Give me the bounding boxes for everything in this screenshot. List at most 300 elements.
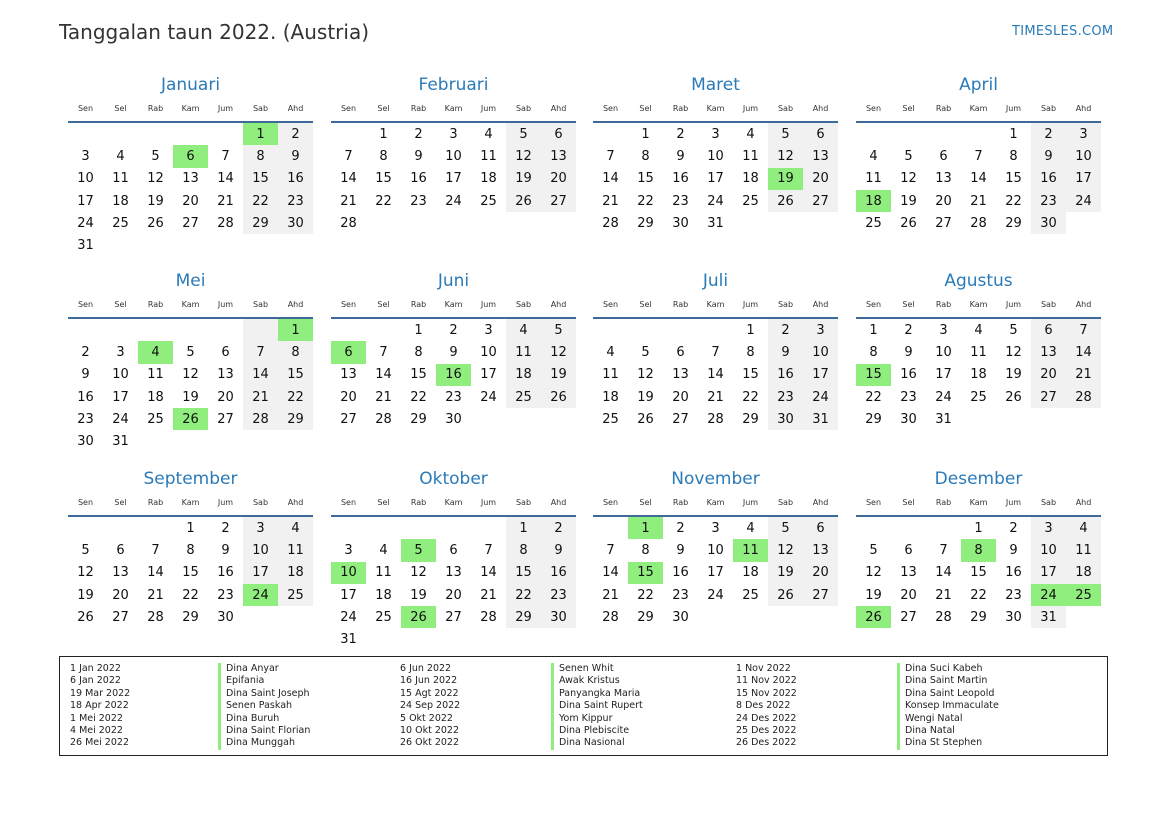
day-cell-holiday: 11 [733,539,768,561]
day-cell: 5 [151,148,160,164]
day-cell: 29 [970,609,987,625]
day-cell: 27 [803,584,838,606]
day-cell: 16 [768,364,803,386]
day-cell: 6 [221,344,230,360]
holiday-date: 24 Sep 2022 [400,700,461,712]
day-cell: 6 [939,148,948,164]
weekday-label: Ahd [287,103,304,113]
day-cell: 19 [77,587,94,603]
day-cell: 11 [970,344,987,360]
day-cell: 31 [803,408,838,430]
day-cell: 6 [449,542,458,558]
day-cell: 9 [1009,542,1018,558]
day-cell: 19 [637,389,654,405]
day-grid [856,517,1101,628]
day-cell: 1 [869,322,878,338]
day-cell: 4 [379,542,388,558]
day-cell: 15 [243,168,278,190]
day-cell: 19 [900,193,917,209]
day-cell: 23 [672,193,689,209]
day-grid [593,517,838,628]
weekday-label: Ahd [812,299,829,309]
day-cell: 2 [414,126,423,142]
day-blank [366,319,401,341]
month-name: Februari [418,75,489,95]
day-cell: 3 [711,126,720,142]
day-cell: 5 [186,344,195,360]
weekday-label: Jum [217,299,234,309]
month-8 [68,466,313,628]
day-cell: 1 [379,126,388,142]
weekday-label: Sel [639,299,652,309]
day-cell: 27 [112,609,129,625]
day-cell: 25 [375,609,392,625]
weekday-label: Sen [340,497,357,507]
day-cell: 15 [278,364,313,386]
day-cell: 10 [1066,145,1101,167]
day-cell: 26 [900,215,917,231]
day-cell: 12 [410,565,427,581]
day-blank [891,123,926,145]
month-3 [856,72,1101,234]
day-cell: 23 [1005,587,1022,603]
weekday-label: Sen [77,497,94,507]
weekday-label: Sen [340,103,357,113]
day-cell: 9 [541,539,576,561]
weekday-label: Sab [252,103,269,113]
holiday-date: 5 Okt 2022 [400,712,453,724]
day-cell-holiday: 24 [243,584,278,606]
holiday-date: 15 Agt 2022 [400,687,459,699]
site-link[interactable]: TIMESLES.COM [1012,24,1114,39]
weekday-label: Sel [639,497,652,507]
day-cell: 17 [243,562,278,584]
day-cell: 17 [707,565,724,581]
weekday-label: Jum [742,299,759,309]
weekday-label: Jum [742,497,759,507]
day-cell: 11 [742,148,759,164]
day-cell: 28 [1066,386,1101,408]
month-name: November [671,469,760,489]
day-cell: 17 [935,367,952,383]
day-cell: 27 [900,609,917,625]
weekday-label: Sel [377,103,390,113]
weekday-label: Jum [480,497,497,507]
day-cell: 11 [278,539,313,561]
holiday-date: 1 Mei 2022 [70,712,123,724]
weekday-label: Sen [865,497,882,507]
day-cell: 7 [606,542,615,558]
day-cell: 8 [278,341,313,363]
day-cell: 7 [344,148,353,164]
day-cell-holiday: 16 [436,364,471,386]
holiday-name: Konsep Immaculate [905,700,999,712]
weekday-label: Rab [147,103,164,113]
day-cell: 13 [672,367,689,383]
day-cell: 22 [637,193,654,209]
day-cell: 18 [1066,562,1101,584]
day-cell: 22 [506,584,541,606]
day-cell: 21 [707,389,724,405]
day-cell: 20 [803,562,838,584]
weekday-label: Sab [515,299,532,309]
weekday-header [331,294,576,314]
day-cell: 12 [768,539,803,561]
day-blank [961,123,996,145]
day-cell: 17 [340,587,357,603]
day-cell: 21 [935,587,952,603]
day-cell: 22 [278,386,313,408]
day-cell: 31 [707,215,724,231]
day-blank [173,123,208,145]
day-cell: 4 [746,126,755,142]
day-cell: 16 [410,171,427,187]
weekday-label: Rab [410,497,427,507]
day-cell: 13 [803,539,838,561]
weekday-label: Ahd [550,497,567,507]
day-cell: 21 [340,193,357,209]
day-cell: 6 [1031,319,1066,341]
day-cell: 31 [1031,606,1066,628]
day-cell: 2 [904,322,913,338]
weekday-label: Rab [935,497,952,507]
day-cell: 12 [637,367,654,383]
day-cell: 21 [970,193,987,209]
weekday-label: Ahd [550,299,567,309]
day-cell: 26 [77,609,94,625]
weekday-header [331,98,576,118]
day-cell: 28 [602,215,619,231]
day-cell: 8 [186,542,195,558]
day-cell: 16 [1031,168,1066,190]
day-cell-holiday: 15 [628,562,663,584]
weekday-label: Kam [706,497,725,507]
day-cell: 26 [506,190,541,212]
day-cell-holiday: 5 [401,539,436,561]
day-cell: 4 [116,148,125,164]
day-cell: 1 [641,126,650,142]
day-cell: 5 [506,123,541,145]
month-7 [856,268,1101,430]
weekday-label: Rab [672,299,689,309]
day-cell: 5 [768,517,803,539]
day-cell: 19 [506,168,541,190]
day-cell: 15 [1005,171,1022,187]
day-cell: 28 [970,215,987,231]
weekday-label: Kam [181,299,200,309]
holiday-name: Dina Munggah [226,737,295,749]
day-cell: 31 [77,238,94,254]
day-cell: 23 [278,190,313,212]
day-cell: 13 [217,367,234,383]
day-cell: 2 [676,126,685,142]
day-cell: 8 [1009,148,1018,164]
day-cell: 13 [541,145,576,167]
day-cell: 24 [480,389,497,405]
day-cell: 29 [637,215,654,231]
day-cell: 13 [182,171,199,187]
day-cell: 23 [1031,190,1066,212]
day-blank [103,123,138,145]
day-cell: 27 [340,411,357,427]
day-cell: 6 [803,123,838,145]
day-cell: 4 [278,517,313,539]
day-cell: 10 [445,148,462,164]
weekday-label: Rab [935,103,952,113]
day-cell: 18 [278,562,313,584]
day-blank [926,517,961,539]
day-cell: 5 [1009,322,1018,338]
month-name: April [959,75,998,95]
day-cell: 13 [1031,341,1066,363]
holiday-dates-col3 [736,663,797,750]
day-cell: 23 [217,587,234,603]
day-cell: 2 [1009,520,1018,536]
day-cell: 10 [1031,539,1066,561]
holiday-date: 26 Mei 2022 [70,737,129,749]
day-cell: 12 [865,565,882,581]
month-name: September [143,469,238,489]
day-cell: 14 [243,364,278,386]
day-cell-holiday: 1 [278,319,313,341]
holiday-name: Dina Nasional [559,737,625,749]
day-grid [331,123,576,234]
day-cell: 12 [541,341,576,363]
weekday-label: Sel [639,103,652,113]
day-cell: 25 [742,587,759,603]
day-cell: 8 [506,539,541,561]
day-cell: 7 [711,344,720,360]
day-cell: 2 [221,520,230,536]
weekday-label: Sen [77,103,94,113]
day-cell: 29 [410,411,427,427]
day-cell: 11 [865,171,882,187]
weekday-label: Jum [480,103,497,113]
weekday-label: Sen [865,299,882,309]
day-cell: 16 [672,171,689,187]
holiday-date: 15 Nov 2022 [736,687,797,699]
day-cell: 13 [445,565,462,581]
weekday-label: Ahd [812,103,829,113]
day-cell: 18 [742,565,759,581]
day-cell: 3 [1066,123,1101,145]
day-cell: 13 [900,565,917,581]
day-cell: 9 [768,341,803,363]
day-cell: 2 [81,344,90,360]
day-cell: 11 [375,565,392,581]
day-grid [68,517,313,628]
day-cell: 7 [484,542,493,558]
day-cell: 21 [243,386,278,408]
day-cell: 25 [112,215,129,231]
day-cell: 8 [243,145,278,167]
day-cell-holiday: 8 [961,539,996,561]
weekday-label: Kam [969,299,988,309]
day-blank [698,319,733,341]
weekday-label: Ahd [287,497,304,507]
day-cell: 12 [1005,344,1022,360]
day-cell: 25 [865,215,882,231]
month-name: Mei [175,271,206,291]
weekday-label: Kam [181,103,200,113]
page-title: Tanggalan taun 2022. (Austria) [59,20,370,44]
weekday-label: Sen [602,299,619,309]
day-cell: 18 [506,364,541,386]
day-cell: 10 [707,148,724,164]
day-cell-holiday: 26 [856,606,891,628]
day-cell: 7 [606,148,615,164]
day-cell: 18 [602,389,619,405]
day-cell: 28 [340,215,357,231]
day-cell: 20 [900,587,917,603]
day-cell: 27 [1031,386,1066,408]
holiday-name: Dina Natal [905,724,955,736]
day-cell: 4 [506,319,541,341]
day-blank [593,319,628,341]
day-cell: 23 [768,386,803,408]
holiday-names-col3 [897,663,999,750]
day-cell: 19 [410,587,427,603]
day-cell: 15 [410,367,427,383]
weekday-label: Kam [706,103,725,113]
day-cell: 25 [970,389,987,405]
day-cell: 7 [1066,319,1101,341]
day-cell: 3 [243,517,278,539]
day-cell: 29 [506,606,541,628]
day-cell: 9 [81,367,90,383]
day-cell: 23 [410,193,427,209]
day-cell: 20 [541,168,576,190]
day-cell: 14 [602,565,619,581]
weekday-label: Sab [252,299,269,309]
day-cell: 7 [151,542,160,558]
day-cell: 5 [768,123,803,145]
holiday-name: Awak Kristus [559,675,620,687]
day-cell: 17 [1031,562,1066,584]
month-name: Oktober [419,469,488,489]
day-cell: 6 [803,517,838,539]
holiday-date: 4 Mei 2022 [70,724,123,736]
day-cell: 23 [900,389,917,405]
day-cell: 28 [480,609,497,625]
day-blank [68,123,103,145]
weekday-header [856,98,1101,118]
weekday-label: Rab [935,299,952,309]
day-blank [331,517,366,539]
day-blank [436,517,471,539]
day-cell: 6 [904,542,913,558]
day-cell: 3 [803,319,838,341]
day-cell: 26 [541,386,576,408]
weekday-label: Sab [515,103,532,113]
day-cell: 27 [541,190,576,212]
day-cell: 18 [112,193,129,209]
day-cell: 4 [1066,517,1101,539]
day-blank [208,123,243,145]
month-4 [68,268,313,453]
day-grid [68,123,313,257]
day-cell: 26 [768,584,803,606]
day-cell: 18 [375,587,392,603]
day-cell: 9 [414,148,423,164]
day-cell: 28 [217,215,234,231]
day-cell: 3 [484,322,493,338]
holiday-name: Senen Whit [559,663,614,674]
day-cell: 9 [904,344,913,360]
day-cell: 30 [672,215,689,231]
day-grid [593,319,838,430]
weekday-label: Jum [217,497,234,507]
holiday-name: Dina Saint Leopold [905,687,995,699]
month-0 [68,72,313,257]
holiday-date: 11 Nov 2022 [736,675,797,687]
day-cell: 13 [803,145,838,167]
weekday-label: Ahd [812,497,829,507]
day-cell: 24 [707,587,724,603]
day-cell: 25 [742,193,759,209]
day-cell: 10 [935,344,952,360]
day-cell: 16 [541,562,576,584]
holiday-date: 16 Jun 2022 [400,675,458,687]
day-cell-holiday: 1 [628,517,663,539]
day-cell: 14 [340,171,357,187]
day-cell: 20 [803,168,838,190]
day-cell: 18 [970,367,987,383]
day-cell: 1 [414,322,423,338]
day-blank [138,517,173,539]
day-cell: 10 [243,539,278,561]
weekday-header [68,98,313,118]
weekday-header [331,492,576,512]
day-cell: 15 [742,367,759,383]
day-cell: 30 [217,609,234,625]
day-cell: 25 [602,411,619,427]
weekday-label: Sen [602,497,619,507]
weekday-label: Sel [114,103,127,113]
day-cell: 21 [480,587,497,603]
day-cell: 15 [375,171,392,187]
day-blank [628,319,663,341]
day-cell: 21 [147,587,164,603]
month-11 [856,466,1101,628]
holiday-names-col1 [218,663,310,750]
day-cell: 17 [112,389,129,405]
day-cell: 9 [1031,145,1066,167]
day-cell: 31 [935,411,952,427]
day-cell: 30 [541,606,576,628]
month-10 [593,466,838,628]
day-cell: 12 [77,565,94,581]
day-cell: 7 [939,542,948,558]
day-cell: 4 [869,148,878,164]
weekday-label: Sab [777,103,794,113]
holiday-date: 26 Des 2022 [736,737,797,749]
day-cell: 22 [410,389,427,405]
day-cell: 20 [445,587,462,603]
day-cell: 30 [77,434,94,450]
day-blank [331,123,366,145]
day-cell: 24 [340,609,357,625]
day-cell: 17 [480,367,497,383]
day-cell: 31 [112,434,129,450]
day-cell: 4 [974,322,983,338]
weekday-label: Ahd [1075,103,1092,113]
month-name: Desember [934,469,1023,489]
day-cell: 5 [869,542,878,558]
day-cell-holiday: 15 [856,364,891,386]
weekday-label: Ahd [1075,497,1092,507]
weekday-header [856,492,1101,512]
